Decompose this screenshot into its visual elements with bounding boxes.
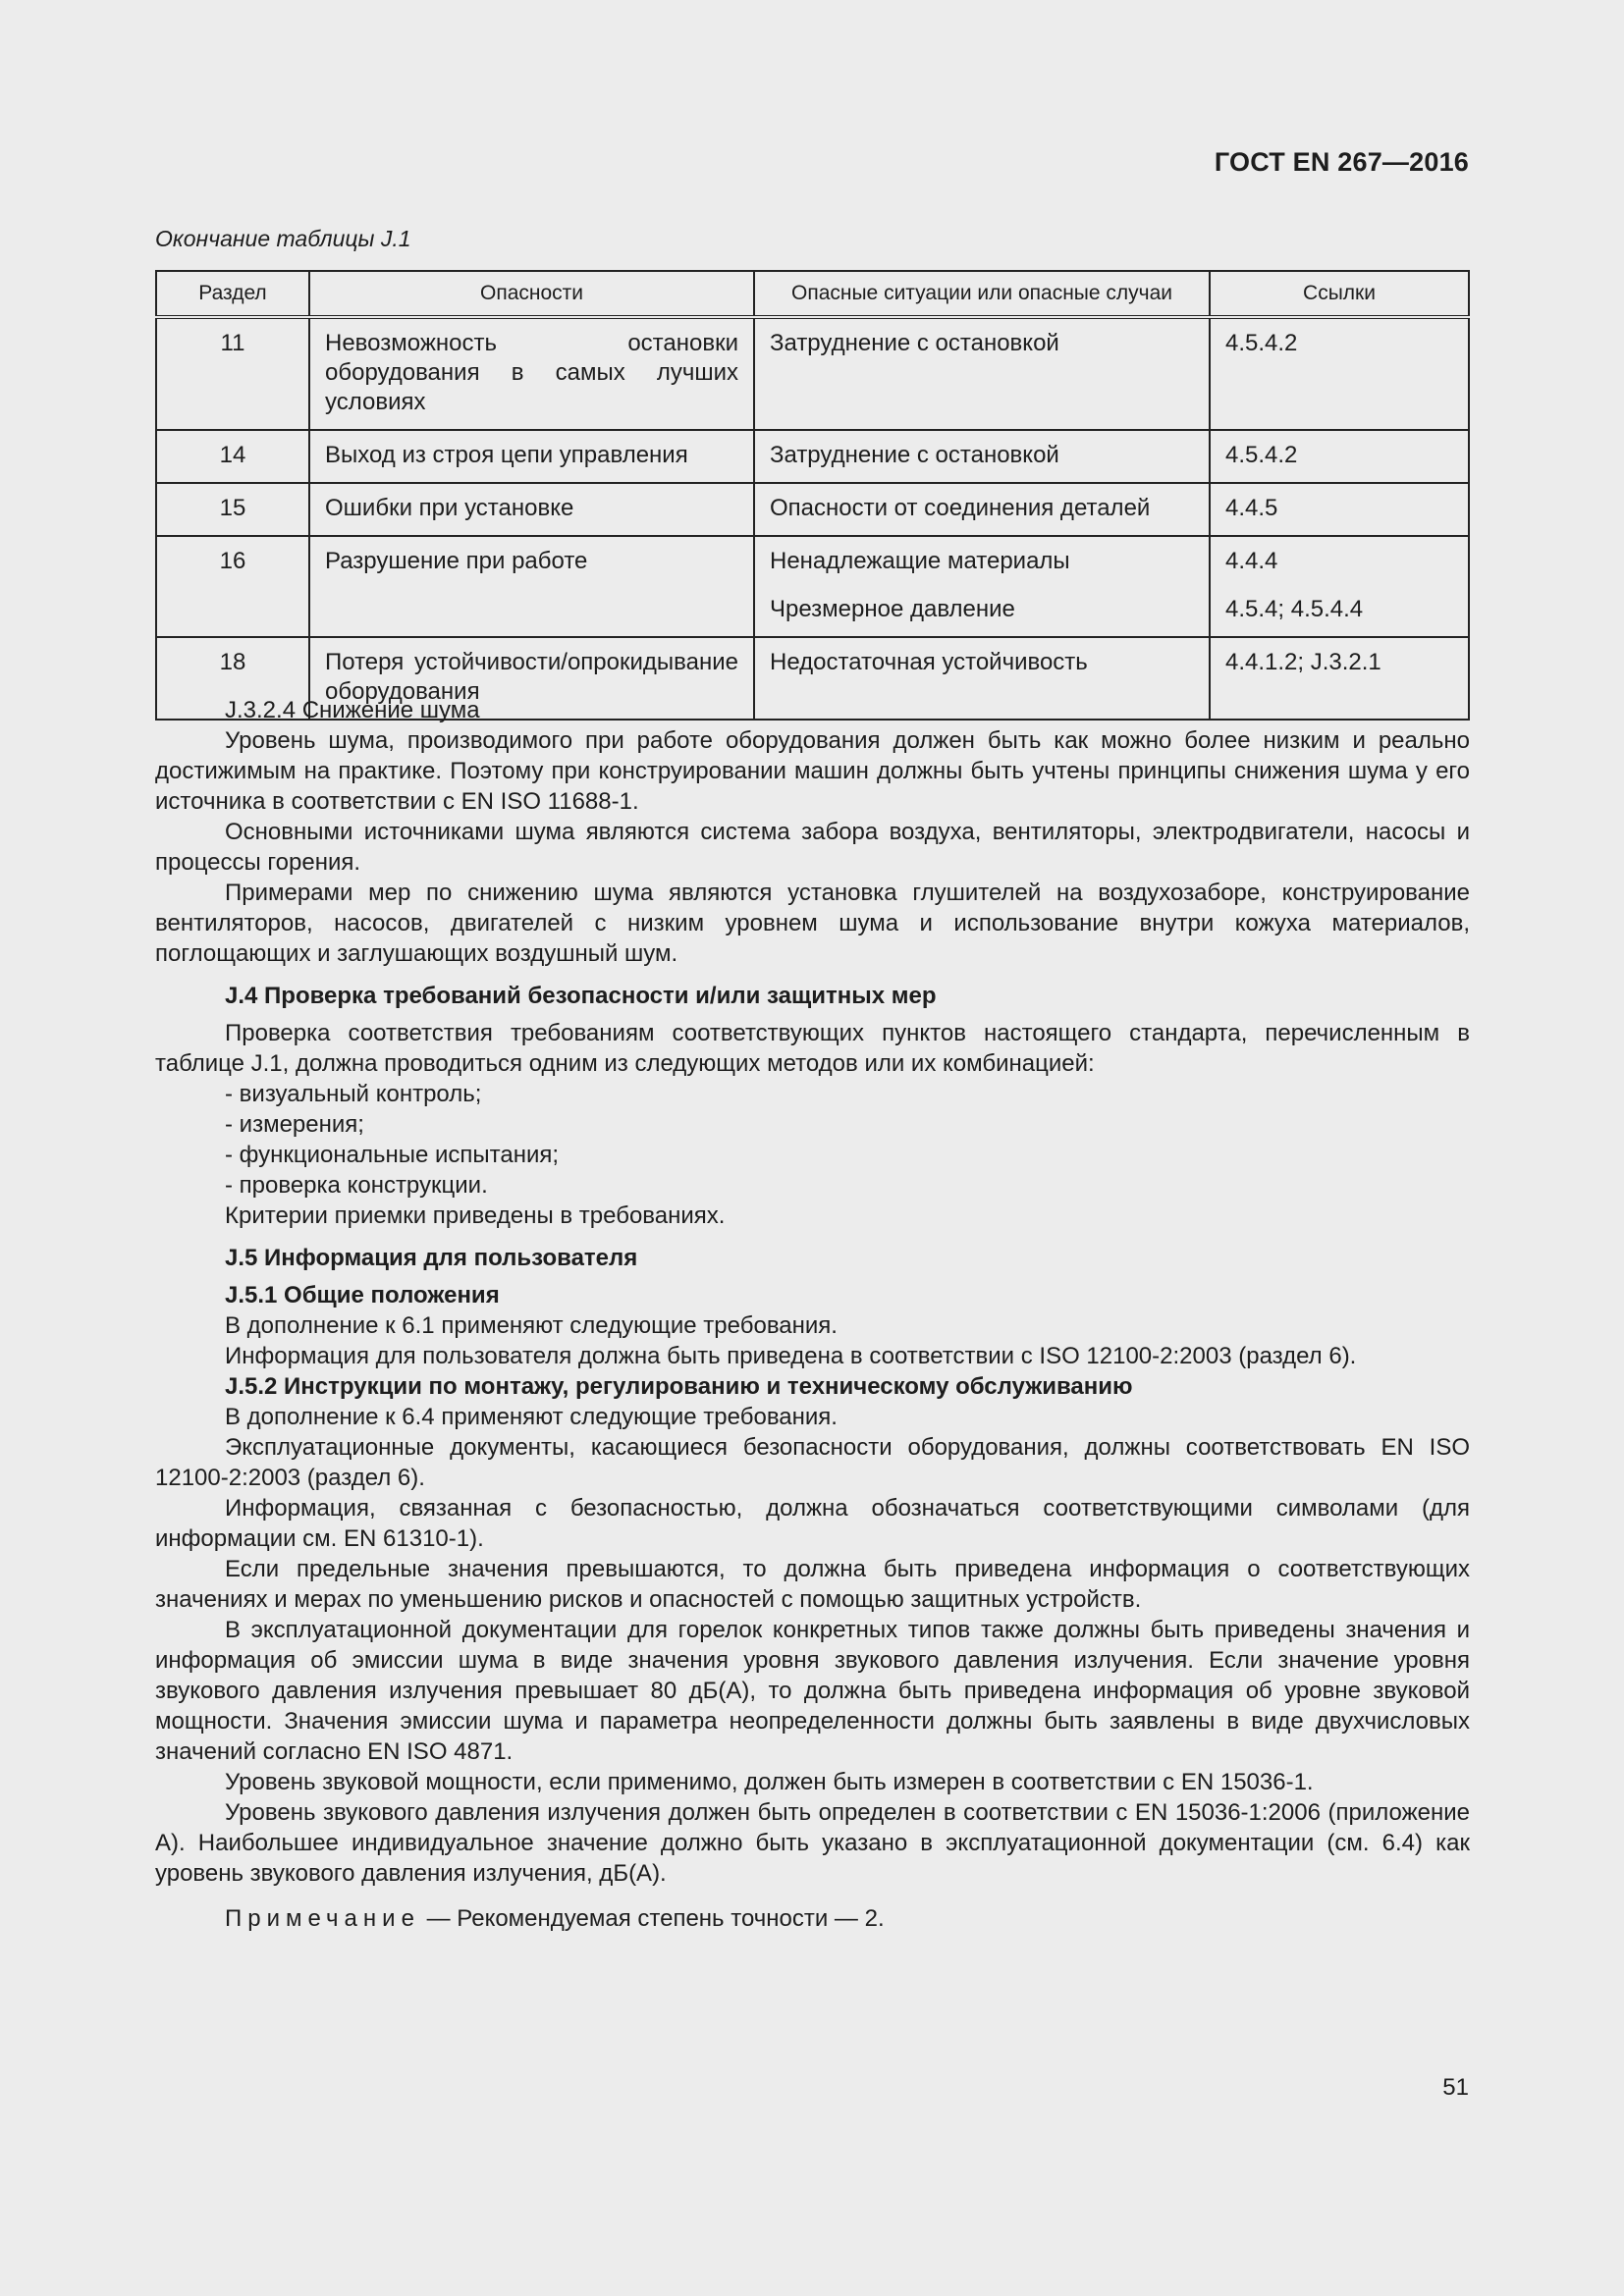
reference-line: 4.5.4; 4.5.4.4: [1225, 596, 1364, 622]
paragraph: Если предельные значения превышаются, то должна быть приведена информация о соответствующих значениях и мерах по уменьшению рисков и опасностей с помощью защитных устройств.: [155, 1556, 1470, 1613]
cell-reference: 4.4.1.2; J.3.2.1: [1210, 637, 1469, 720]
section-heading-j4: J.4 Проверка требований безопасности и/или защитных мер: [225, 983, 937, 1009]
cell-section: 18: [156, 637, 309, 720]
cell-reference: 4.4.5: [1210, 483, 1469, 536]
table-row: [156, 483, 1469, 536]
note-label: Примечание: [225, 1905, 420, 1932]
document-body: [155, 695, 1470, 1934]
cell-situation: Опасности от соединения деталей: [754, 483, 1210, 536]
subsection-heading-j52: J.5.2 Инструкции по монтажу, регулированию и техническому обслуживанию: [225, 1373, 1133, 1400]
noise-subsection-heading: J.3.2.4 Снижение шума: [225, 697, 480, 723]
cell-hazard: Невозможность остановки оборудования в самых лучших условиях: [309, 317, 754, 430]
column-header-situations: Опасные ситуации или опасные случаи: [754, 271, 1210, 317]
subsection-heading-j51: J.5.1 Общие положения: [225, 1282, 500, 1308]
paragraph: Информация для пользователя должна быть приведена в соответствии с ISO 12100-2:2003 (раздел 6).: [225, 1343, 1357, 1369]
reference-line: 4.4.4: [1225, 548, 1278, 574]
cell-section: 16: [156, 536, 309, 637]
cell-section: 15: [156, 483, 309, 536]
situation-line: Чрезмерное давление: [770, 596, 1015, 622]
list-item: - визуальный контроль;: [225, 1081, 482, 1107]
column-header-hazards: Опасности: [309, 271, 754, 317]
paragraph: Примерами мер по снижению шума являются установка глушителей на воздухозаборе, конструирование вентиляторов, насосов, двигателей с низким уровнем шума и использование внутри кожуха материалов, поглощающих и заглушающих воздушный шум.: [155, 880, 1470, 967]
cell-situation: Недостаточная устойчивость: [754, 637, 1210, 720]
table-row: [156, 430, 1469, 483]
note: [155, 1903, 1470, 1934]
paragraph: Проверка соответствия требованиям соответствующих пунктов настоящего стандарта, перечисленным в таблице J.1, должна проводиться одним из следующих методов или их комбинацией:: [155, 1020, 1470, 1077]
cell-section: 14: [156, 430, 309, 483]
hazards-table: [155, 270, 1470, 721]
paragraph: Уровень звукового давления излучения должен быть определен в соответствии с EN 15036-1:2006 (приложение А). Наибольшее индивидуальное значение должно быть указано в эксплуатационной документации (см. 6.4) как уровень звукового давления излучения, дБ(А).: [155, 1799, 1470, 1887]
cell-reference: 4.5.4.2: [1210, 317, 1469, 430]
paragraph: Эксплуатационные документы, касающиеся безопасности оборудования, должны соответствовать EN ISO 12100-2:2003 (раздел 6).: [155, 1434, 1470, 1491]
page-number: 51: [1442, 2074, 1469, 2101]
column-header-references: Ссылки: [1210, 271, 1469, 317]
paragraph: В дополнение к 6.1 применяют следующие требования.: [225, 1312, 838, 1339]
cell-reference: [1210, 536, 1469, 637]
paragraph: Информация, связанная с безопасностью, должна обозначаться соответствующими символами (для информации см. EN 61310-1).: [155, 1495, 1470, 1552]
cell-hazard: Ошибки при установке: [309, 483, 754, 536]
paragraph: Уровень звуковой мощности, если применимо, должен быть измерен в соответствии с EN 15036-1.: [225, 1769, 1314, 1795]
cell-section: 11: [156, 317, 309, 430]
table-header-row: [156, 271, 1469, 317]
cell-hazard: Потеря устойчивости/опрокидывание оборудования: [309, 637, 754, 720]
section-heading-j5: J.5 Информация для пользователя: [225, 1245, 638, 1271]
cell-reference: 4.5.4.2: [1210, 430, 1469, 483]
list-item: - проверка конструкции.: [225, 1172, 488, 1199]
paragraph: Критерии приемки приведены в требованиях.: [225, 1202, 726, 1229]
cell-hazard: Выход из строя цепи управления: [309, 430, 754, 483]
list-item: - измерения;: [225, 1111, 364, 1138]
cell-situation: Затруднение с остановкой: [754, 430, 1210, 483]
paragraph: Уровень шума, производимого при работе оборудования должен быть как можно более низким и реально достижимым на практике. Поэтому при конструировании машин должны быть учтены принципы снижения шума у его источника в соответствии с EN ISO 11688-1.: [155, 727, 1470, 815]
table-row: [156, 536, 1469, 637]
paragraph: В дополнение к 6.4 применяют следующие требования.: [225, 1404, 838, 1430]
cell-hazard: Разрушение при работе: [309, 536, 754, 637]
standard-title: ГОСТ EN 267—2016: [1214, 147, 1469, 177]
cell-situation: Затруднение с остановкой: [754, 317, 1210, 430]
list-item: - функциональные испытания;: [225, 1142, 560, 1168]
cell-situation: [754, 536, 1210, 637]
note-text: — Рекомендуемая степень точности — 2.: [426, 1905, 885, 1932]
paragraph: В эксплуатационной документации для горелок конкретных типов также должны быть приведены значения и информация об эмиссии шума в виде значения уровня звукового давления излучения. Если значение уровня звукового давления излучения превышает 80 дБ(А), то должна быть приведена информация об уровне звуковой мощности. Значения эмиссии шума и параметра неопределенности должны быть заявлены в виде двухчисловых значений согласно EN ISO 4871.: [155, 1617, 1470, 1765]
column-header-section: Раздел: [156, 271, 309, 317]
table-caption: Окончание таблицы J.1: [155, 226, 411, 251]
paragraph: Основными источниками шума являются система забора воздуха, вентиляторы, электродвигатели, насосы и процессы горения.: [155, 819, 1470, 876]
situation-line: Ненадлежащие материалы: [770, 548, 1070, 574]
table-row: [156, 317, 1469, 430]
